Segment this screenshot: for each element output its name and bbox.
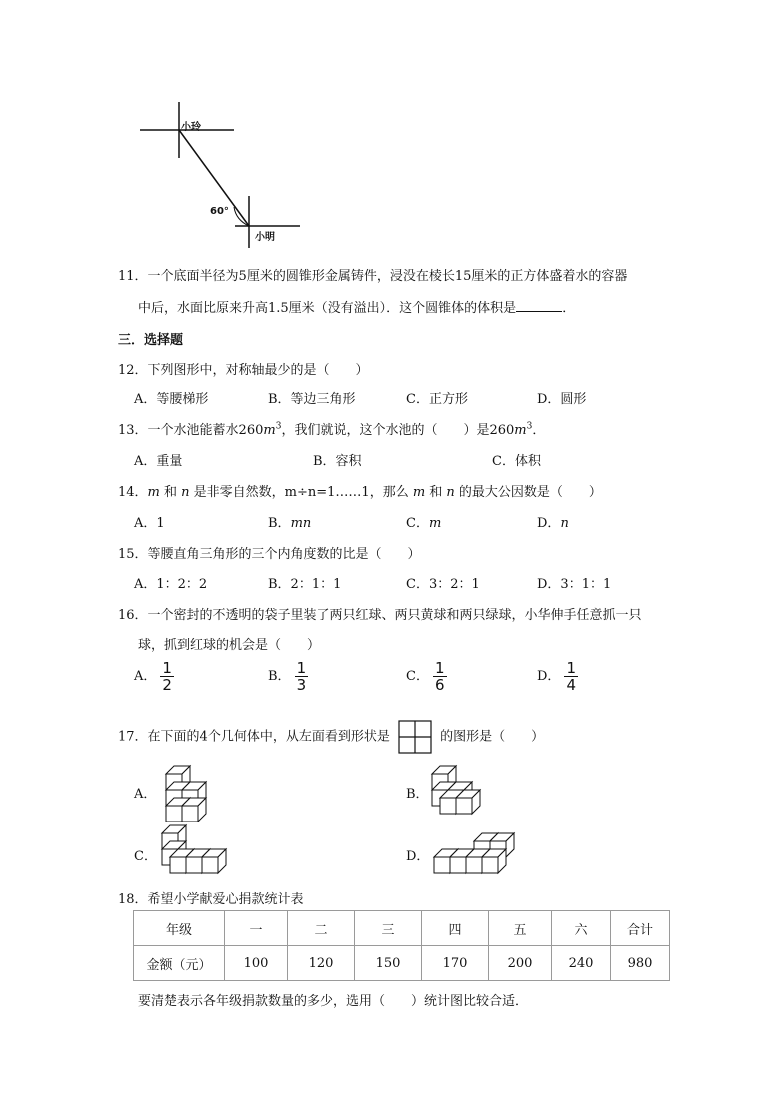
- question-15: 15．等腰直角三角形的三个内角度数的比是（ ）: [118, 547, 421, 562]
- q13-option-a[interactable]: A．重量: [134, 454, 183, 469]
- table-header-cell: 二: [288, 911, 355, 946]
- table-header-row: [134, 911, 670, 946]
- question-16-line1: 16．一个密封的不透明的袋子里装了两只红球、两只黄球和两只绿球，小华伸手任意抓一只: [118, 608, 642, 623]
- q12-option-c[interactable]: C．正方形: [406, 392, 468, 407]
- q17-shape-c: [158, 823, 238, 883]
- q14-option-a[interactable]: A．1: [134, 516, 165, 531]
- q16-option-b[interactable]: B． $\frac{1}{3}$: [268, 659, 307, 694]
- question-18: 18．希望小学献爱心捐款统计表: [118, 892, 304, 907]
- label-xiaoming: 小明: [255, 232, 275, 243]
- question-12: 12．下列图形中，对称轴最少的是（ ）: [118, 363, 369, 378]
- q12-option-b[interactable]: B．等边三角形: [268, 392, 356, 407]
- question-13: 13．一个水池能蓄水$260m^3$，我们就说，这个水池的（ ）是$260m^3$．: [118, 421, 546, 438]
- table-header-cell: 年级: [134, 911, 225, 946]
- table-header-cell: 六: [552, 911, 611, 946]
- table-header-cell: 四: [422, 911, 489, 946]
- question-17: 17．在下面的4个几何体中，从左面看到形状是 的图形是（ ）: [118, 720, 544, 754]
- table-cell: 980: [611, 946, 670, 981]
- table-cell: 120: [288, 946, 355, 981]
- table-header-cell: 合计: [611, 911, 670, 946]
- q14-option-c[interactable]: C．m: [406, 516, 442, 531]
- question-11-line2: 中后，水面比原来升高1.5厘米（没有溢出）．这个圆锥体的体积是 ．: [138, 301, 576, 316]
- table-cell: 240: [552, 946, 611, 981]
- q15-option-d[interactable]: D．3：1：1: [537, 577, 612, 592]
- q15-option-c[interactable]: C．3：2：1: [406, 577, 480, 592]
- table-header-cell: 一: [225, 911, 288, 946]
- left-view-square-icon: [398, 720, 432, 754]
- table-header-cell: 五: [489, 911, 552, 946]
- q13-option-c[interactable]: C．体积: [492, 454, 541, 469]
- question-11-line1: 11．一个底面半径为5厘米的圆锥形金属铸件，浸没在棱长15厘米的正方体盛着水的容器: [118, 269, 628, 284]
- table-cell: 150: [355, 946, 422, 981]
- q15-option-a[interactable]: A．1：2：2: [134, 577, 208, 592]
- question-18-footer: 要清楚表示各年级捐款数量的多少，选用（ ）统计图比较合适．: [138, 994, 529, 1009]
- q17-shape-d: [430, 823, 520, 883]
- table-row: [134, 946, 670, 981]
- q14-option-b[interactable]: B．mn: [268, 516, 312, 531]
- table-header-cell: 三: [355, 911, 422, 946]
- question-16-line2: 球，抓到红球的机会是（ ）: [138, 638, 321, 653]
- q17-option-c[interactable]: C．: [134, 849, 157, 864]
- q17-option-d[interactable]: D．: [406, 849, 430, 864]
- q17-option-a[interactable]: A．: [134, 787, 157, 802]
- label-xiaoling: 小玲: [181, 122, 201, 133]
- q17-shape-b: [428, 762, 488, 822]
- q14-option-d[interactable]: D．n: [537, 516, 569, 531]
- direction-map-figure: [130, 98, 310, 248]
- q16-option-a[interactable]: A． $\frac{1}{2}$: [134, 659, 172, 694]
- q13-option-b[interactable]: B．容积: [313, 454, 362, 469]
- q12-option-d[interactable]: D．圆形: [537, 392, 587, 407]
- table-cell: 200: [489, 946, 552, 981]
- q16-option-d[interactable]: D． $\frac{1}{4}$: [537, 659, 576, 694]
- donation-table: [133, 910, 670, 981]
- table-cell: 金额（元）: [134, 946, 225, 981]
- q16-option-c[interactable]: C． $\frac{1}{6}$: [406, 659, 445, 694]
- q17-shape-a: [158, 762, 218, 822]
- q12-option-a[interactable]: A．等腰梯形: [134, 392, 209, 407]
- table-cell: 170: [422, 946, 489, 981]
- table-cell: 100: [225, 946, 288, 981]
- section-title: 三．选择题: [118, 333, 184, 348]
- question-14: 14．m 和 n 是非零自然数，m÷n=1……1，那么 m 和 n 的最大公因数是（ ）: [118, 485, 602, 500]
- label-angle: 60°: [210, 206, 229, 217]
- q17-option-b[interactable]: B．: [406, 787, 429, 802]
- q15-option-b[interactable]: B．2：1：1: [268, 577, 342, 592]
- answer-blank[interactable]: [516, 299, 562, 312]
